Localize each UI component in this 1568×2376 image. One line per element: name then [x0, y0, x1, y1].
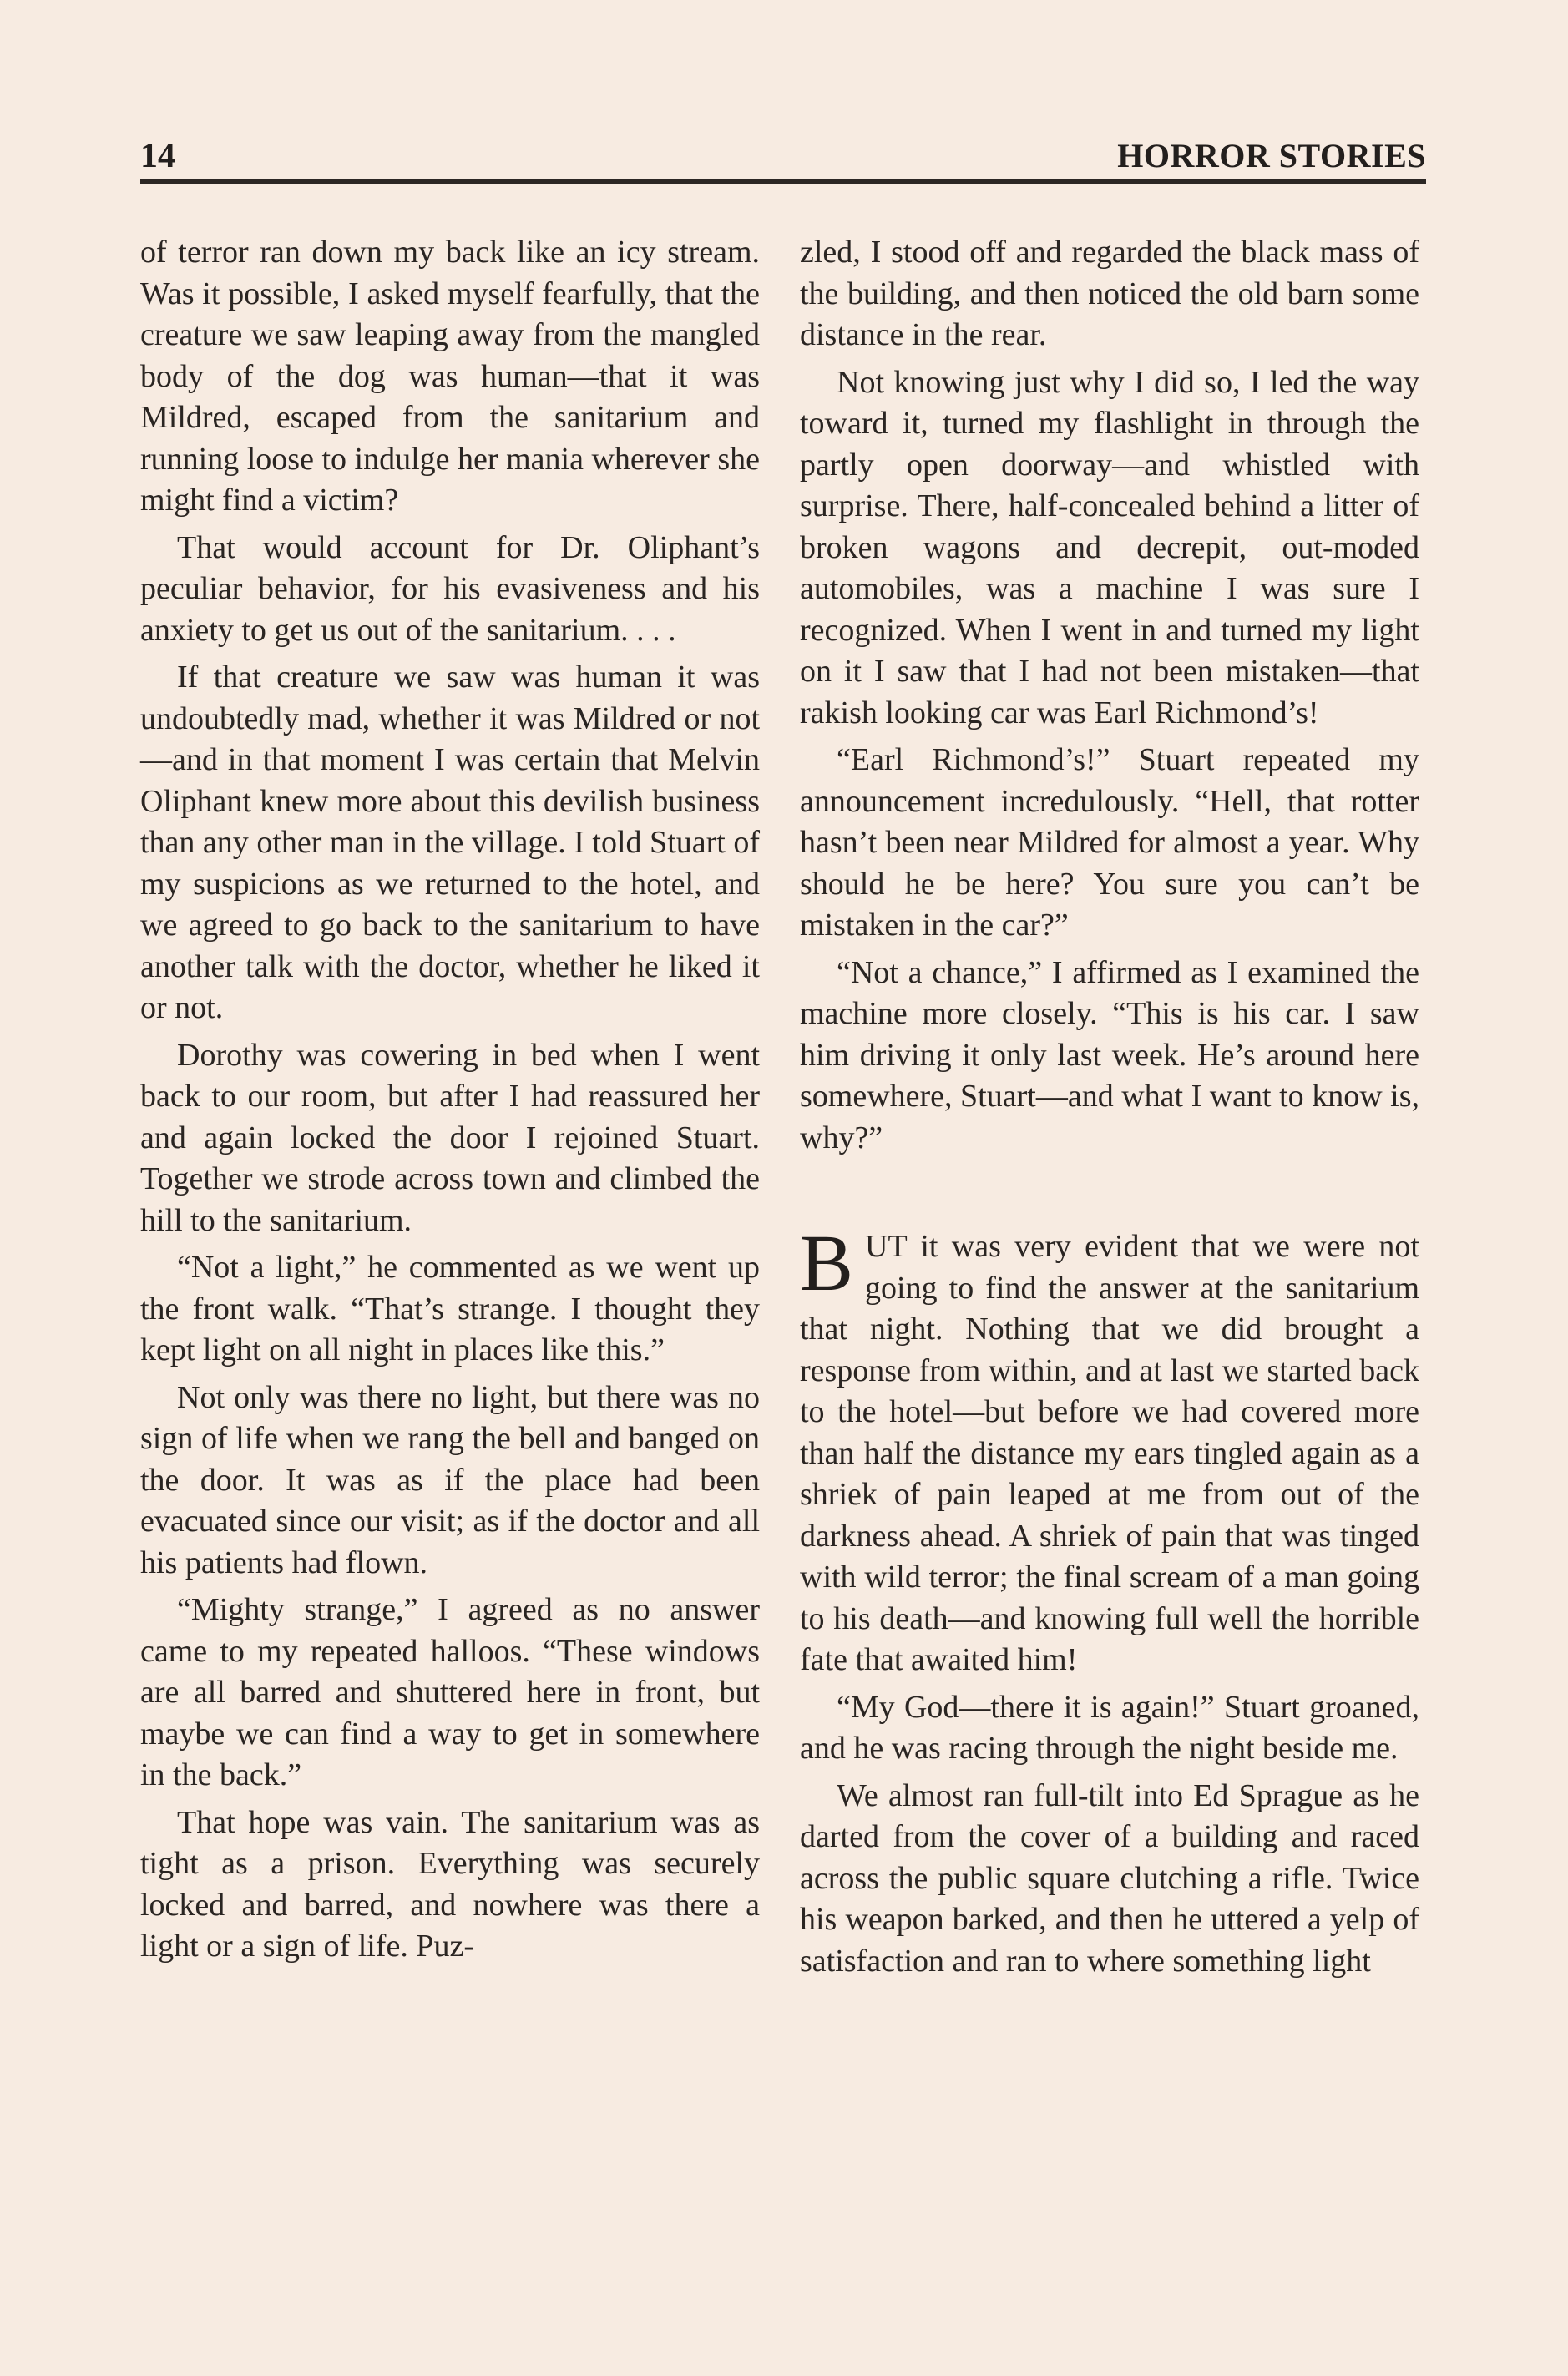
paragraph: If that creature we saw was human it was undoubtedly mad, whether it was Mildred or not—and in that moment I was certain that Melvin Oliphant knew more about this devilish business than any other man in the village. I told Stuart of my suspicions as we returned to the hotel, and we agreed to go back to the sanitarium to have another talk with the doctor, whether he liked it or not.: [140, 660, 760, 1025]
paragraph: That hope was vain. The sanitarium was as tight as a prison. Everything was securely locked and barred, and nowhere was there a light or a sign of life. Puz-: [140, 1804, 760, 1964]
paragraph: “Earl Richmond’s!” Stuart repeated my announcement incredulously. “Hell, that rotter hasn’t been near Mildred for almost a year. Why should he be here? You sure you can’t be mistaken in the car?”: [800, 742, 1419, 943]
paragraph: That would account for Dr. Oliphant’s peculiar behavior, for his evasiveness and his anxiety to get us out of the sanitarium. . . .: [140, 529, 760, 648]
paragraph: “Not a chance,” I affirmed as I examined the machine more closely. “This is his car. I saw him driving it only last week. He’s around here somewhere, Stuart—and what I want to know is, why?”: [800, 954, 1419, 1155]
paragraph: Dorothy was cowering in bed when I went back to our room, but after I had reassured her and again locked the door I rejoined Stuart. Together we strode across town and climbed the hill to the sanitarium.: [140, 1037, 760, 1238]
left-column: [140, 232, 760, 2236]
header-rule: [140, 179, 1426, 184]
running-title: HORROR STORIES: [1117, 137, 1426, 174]
drop-cap: B: [800, 1218, 854, 1307]
paragraph: zled, I stood off and regarded the black mass of the building, and then noticed the old barn some distance in the rear.: [800, 235, 1419, 352]
paragraph: of terror ran down my back like an icy stream. Was it possible, I asked myself fearfully, that the creature we saw leaping away from the mangled body of the dog was human—that it was Mildred, escaped from the sanitarium and running loose to indulge her mania wherever she might find a victim?: [140, 235, 760, 518]
paragraph: Not knowing just why I did so, I led the way toward it, turned my flashlight in through the partly open doorway—and whistled with surprise. There, half-concealed behind a litter of broken wagons and decrepit, out-moded automobiles, was a machine I was sure I recognized. When I went in and turned my light on it I saw that I had not been mistaken—that rakish looking car was Earl Richmond’s!: [800, 364, 1419, 730]
paragraph: “Not a light,” he commented as we went up the front walk. “That’s strange. I thought they kept light on all night in places like this.”: [140, 1250, 760, 1367]
page-header: [140, 124, 1426, 182]
section-opening-paragraph: [800, 1218, 1419, 1681]
section-break: [800, 1165, 1419, 1226]
paragraph: “My God—there it is again!” Stuart groaned, and he was racing through the night beside me.: [800, 1689, 1419, 1766]
section-opening-text: UT it was very evident that we were not going to find the answer at the sanitarium that night. Nothing that we did brought a response from within, and at last we started back to the hotel—but before we had covered more than half the distance my ears tingled again as a shriek of pain leaped at me from out of the darkness ahead. A shriek of pain that was tinged with wild terror; the final scream of a man going to his death—and knowing full well the horrible fate that awaited him!: [800, 1229, 1419, 1677]
page-number: 14: [140, 137, 175, 175]
right-column: [800, 232, 1419, 2236]
paragraph: “Mighty strange,” I agreed as no answer came to my repeated halloos. “These windows are all barred and shuttered here in front, but maybe we can find a way to get in somewhere in the back.”: [140, 1592, 760, 1792]
paragraph: Not only was there no light, but there was no sign of life when we rang the bell and banged on the door. It was as if the place had been evacuated since our visit; as if the doctor and all his patients had flown.: [140, 1379, 760, 1580]
paragraph: We almost ran full-tilt into Ed Sprague as he darted from the cover of a building and raced across the public square clutching a rifle. Twice his weapon barked, and then he uttered a yelp of satisfaction and ran to where something light: [800, 1777, 1419, 1979]
